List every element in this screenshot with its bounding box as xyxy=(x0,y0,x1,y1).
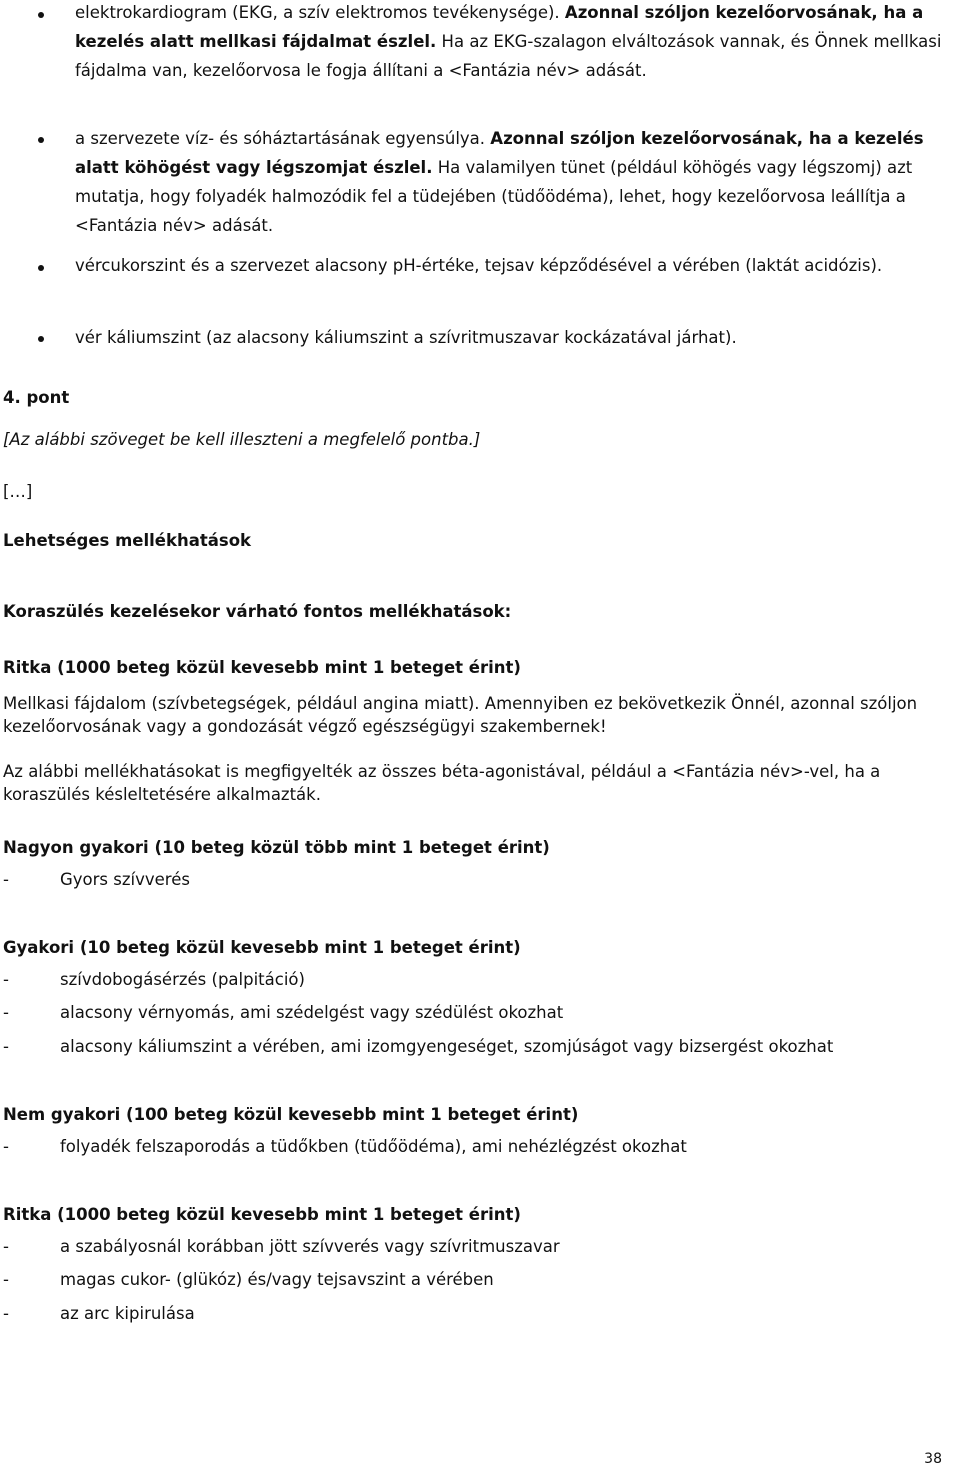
bullet-text-continued: Ha valamilyen tünet (például köhögés vagy légszomj) azt mutatja, hogy folyadék halmozódik fel a tüdejében (tüdőödéma), lehet, hogy kezelőorvosa leállítja a <Fantázia név> adását. xyxy=(75,158,913,235)
frequency-heading-uncommon: Nem gyakori (100 beteg közül kevesebb mint 1 beteget érint) xyxy=(3,1105,579,1124)
dash-marker: - xyxy=(3,1237,9,1256)
list-item-text: alacsony vérnyomás, ami szédelgést vagy szédülést okozhat xyxy=(60,1003,564,1022)
list-item-text: szívdobogásérzés (palpitáció) xyxy=(60,970,305,989)
page-number: 38 xyxy=(924,1451,942,1467)
labor-side-effects-heading: Koraszülés kezelésekor várható fontos mellékhatások: xyxy=(3,602,512,621)
list-item-text: az arc kipirulása xyxy=(60,1304,195,1323)
bullet-warning: Azonnal szóljon kezelőorvosának, ha a kezelés alatt köhögést vagy légszomjat észlel. xyxy=(75,129,924,177)
bullet-warning: Azonnal szóljon kezelőorvosának, ha a kezelés alatt mellkasi fájdalmat észlel. xyxy=(75,3,924,51)
bullet-marker xyxy=(38,265,44,271)
bullet-text: vércukorszint és a szervezet alacsony pH-értéke, tejsav képződésével a vérében (laktát acidózis). xyxy=(75,256,883,275)
list-item-text: alacsony káliumszint a vérében, ami izomgyengeséget, szomjúságot vagy bizsergést okozhat xyxy=(60,1037,834,1056)
list-item xyxy=(3,1037,943,1056)
frequency-heading-rare: Ritka (1000 beteg közül kevesebb mint 1 beteget érint) xyxy=(3,658,521,677)
bullet-item-ekg xyxy=(75,0,945,85)
list-item xyxy=(3,1270,943,1289)
bullet-marker xyxy=(38,336,44,342)
frequency-heading-very-common: Nagyon gyakori (10 beteg közül több mint 1 beteget érint) xyxy=(3,838,550,857)
dash-marker: - xyxy=(3,1270,9,1289)
section-heading: 4. pont xyxy=(3,388,70,407)
list-item-text: folyadék felszaporodás a tüdőkben (tüdőödéma), ami nehézlégzést okozhat xyxy=(60,1137,687,1156)
list-item xyxy=(3,970,943,989)
list-item xyxy=(3,1304,943,1323)
bullet-item-water-salt xyxy=(75,124,945,240)
bullet-item-potassium xyxy=(75,323,945,352)
list-item xyxy=(3,1003,943,1022)
ellipsis-marker: […] xyxy=(3,482,33,501)
bullet-marker xyxy=(38,12,44,18)
list-item-text: a szabályosnál korábban jött szívverés vagy szívritmuszavar xyxy=(60,1237,560,1256)
list-item xyxy=(3,1237,943,1256)
bullet-marker xyxy=(38,137,44,143)
dash-marker: - xyxy=(3,1037,9,1056)
frequency-heading-rare: Ritka (1000 beteg közül kevesebb mint 1 beteget érint) xyxy=(3,1205,521,1224)
dash-marker: - xyxy=(3,1137,9,1156)
frequency-heading-common: Gyakori (10 beteg közül kevesebb mint 1 beteget érint) xyxy=(3,938,521,957)
bullet-text-continued: Ha az EKG-szalagon elváltozások vannak, és Önnek mellkasi fájdalma van, kezelőorvosa le fogja állítani a <Fantázia név> adását. xyxy=(75,32,942,80)
beta-agonist-paragraph: Az alábbi mellékhatásokat is megfigyelték az összes béta-agonistával, például a <Fantázia név>-vel, ha a koraszülés késleltetésére alkalmazták. xyxy=(3,762,881,804)
dash-marker: - xyxy=(3,1003,9,1022)
bullet-item-blood-sugar xyxy=(75,251,945,280)
dash-marker: - xyxy=(3,1304,9,1323)
bullet-text: elektrokardiogram (EKG, a szív elektromos tevékenysége). xyxy=(75,3,565,22)
bullet-text: a szervezete víz- és sóháztartásának egyensúlya. xyxy=(75,129,491,148)
list-item-text: magas cukor- (glükóz) és/vagy tejsavszint a vérében xyxy=(60,1270,494,1289)
insertion-instruction: [Az alábbi szöveget be kell illeszteni a megfelelő pontba.] xyxy=(3,430,481,449)
dash-marker: - xyxy=(3,970,9,989)
side-effects-heading: Lehetséges mellékhatások xyxy=(3,531,251,550)
chest-pain-paragraph: Mellkasi fájdalom (szívbetegségek, például angina miatt). Amennyiben ez bekövetkezik Önnél, azonnal szóljon kezelőorvosának vagy a gondozását végző egészségügyi szakembernek! xyxy=(3,694,918,736)
list-item xyxy=(3,1137,943,1156)
dash-marker: - xyxy=(3,870,9,889)
list-item xyxy=(3,870,943,889)
bullet-text: vér káliumszint (az alacsony káliumszint a szívritmuszavar kockázatával járhat). xyxy=(75,328,737,347)
list-item-text: Gyors szívverés xyxy=(60,870,190,889)
